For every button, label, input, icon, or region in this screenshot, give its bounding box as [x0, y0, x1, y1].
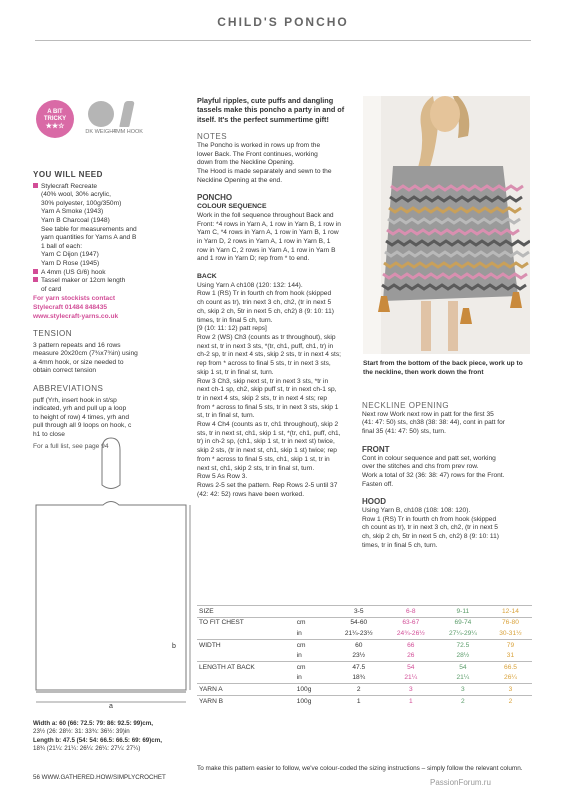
size-cell: 31 [506, 652, 515, 660]
size-row-label: YARN A [197, 684, 295, 696]
back-heading: BACK [197, 273, 217, 281]
size-cell: 30-31½ [499, 629, 522, 637]
materials-item-text: of card [41, 285, 62, 293]
size-row-unit: 100g [295, 695, 333, 706]
materials-item-text: 30% polyester, 100g/350m) [41, 199, 122, 207]
size-cell: 1 [333, 695, 385, 706]
abbrev-line: puff (Yrh, insert hook in st/sp [33, 396, 117, 404]
size-cell: 3 [489, 684, 532, 696]
back-line: Row 3 Ch3, skip next st, tr in next 3 sts, *tr in [197, 377, 329, 385]
materials-item-text: Tassel maker or 12cm length [41, 277, 126, 285]
width-dimension: Width a: 60 (66: 72.5: 79: 86: 92.5: 99)cm, [33, 720, 153, 727]
notes-line: The Poncho is worked in rows up from the [197, 141, 321, 149]
size-row-label: TO FIT CHEST [197, 617, 295, 628]
materials-item-text: See table for measurements and [41, 225, 137, 233]
size-cell: 28½ [456, 652, 470, 660]
back-line: times, tr in final 5 ch, turn. [197, 316, 273, 324]
size-row-label [197, 628, 295, 639]
back-line: next st, tr in next 3 sts, *(tr, ch1, puff, ch1, tr) in [197, 342, 334, 350]
size-row-unit: 100g [295, 684, 333, 696]
neckline-line: final 35 (41: 47: 50) sts, turn. [362, 428, 446, 436]
difficulty-stars: ★★☆ [45, 123, 65, 130]
back-line: Row 1 (RS) Tr in fourth ch from hook (skipped [197, 290, 332, 298]
hook-label: 4MM HOOK [113, 129, 143, 135]
size-cell: 69-74 [437, 617, 489, 628]
notes-line: down from the Neckline Opening. [197, 159, 295, 167]
right-column [362, 402, 530, 551]
materials-item [33, 226, 185, 235]
neckline-line: (41: 47: 50) sts, ch38 (38: 38: 44), cont in patt for [362, 419, 505, 427]
size-cell: 26¼ [504, 674, 517, 682]
materials-item [33, 191, 185, 200]
size-row-label: YARN B [197, 695, 295, 706]
middle-column [197, 96, 357, 499]
materials-item-text: A 4mm (US G/6) hook [41, 268, 106, 276]
size-cell: 2 [333, 684, 385, 696]
size-row [197, 673, 532, 684]
size-cell: 3 [437, 684, 489, 696]
back-line: skip 2 sts, (tr in next st, ch1, skip 1 st) twice; rep [197, 447, 337, 455]
difficulty-line1: A BIT [47, 109, 63, 115]
width-dimension-in: 23½ (26: 28½: 31: 33¾: 36½: 39)in [33, 728, 130, 736]
size-row [197, 661, 532, 672]
colour-line: Yarn C, *4 rows in Yarn A, 1 row in Yarn B, 1 row [197, 229, 339, 237]
back-line: Row 2 (WS) Ch3 (counts as tr throughout), skip [197, 333, 336, 341]
colour-line: row in Yarn C, 2 rows in Yarn A, 1 row in Yarn B [197, 246, 336, 254]
dimensions-text [33, 720, 183, 754]
size-row [197, 650, 532, 661]
size-cell: 9-11 [437, 606, 489, 618]
size-row-unit: cm [295, 661, 333, 672]
front-line: Cont in colour sequence and patt set, working [362, 454, 496, 462]
back-line: [9 (10: 11: 12) patt reps] [197, 325, 267, 333]
materials-item-text: 1 ball of each: [41, 242, 83, 250]
back-line: (42: 42: 52) rows have been worked. [197, 490, 305, 498]
stockists-block [33, 295, 185, 321]
size-cell: 26 [407, 652, 415, 660]
size-cell: 66.5 [489, 661, 532, 672]
size-row-label: WIDTH [197, 639, 295, 650]
tension-line: a 4mm hook, or size needed to [33, 358, 124, 366]
size-row-label [197, 673, 295, 684]
materials-list [33, 183, 185, 295]
size-cell: 79 [489, 639, 532, 650]
colour-line: in Yarn D, 2 rows in Yarn A, 1 row in Yarn B, 1 [197, 237, 331, 245]
materials-item [33, 269, 185, 278]
tension-heading: TENSION [33, 329, 73, 339]
poncho-heading: PONCHO [197, 193, 233, 203]
size-row-unit: in [296, 674, 302, 682]
back-line: st, tr in final st, turn. [197, 412, 255, 420]
notes-line: lower Back. The Front continues, working [197, 150, 318, 158]
size-row [197, 606, 532, 618]
size-cell: 54 [385, 661, 437, 672]
front-line: Fasten off. [362, 480, 394, 488]
notes-line: The Hood is made separately and sewn to the [197, 168, 332, 176]
back-line: from * across to final 5 sts, tr in next 3 sts, skip 1 [197, 403, 339, 411]
stockists-phone: Stylecraft 01484 848435 [33, 303, 108, 311]
abbreviations-heading: ABBREVIATIONS [33, 384, 104, 394]
page-title: CHILD'S PONCHO [217, 15, 349, 29]
length-dimension-in: 18¾ (21¼: 21¼: 26¼: 26¼: 27¼: 27¼) [33, 745, 141, 753]
front-heading: FRONT [362, 444, 390, 454]
abbrev-line: to height of row) 4 times, yrh and [33, 413, 130, 421]
size-cell: 63-67 [385, 617, 437, 628]
back-line: ch count as tr), trin next 3 ch, ch2, (tr in next 5 [197, 299, 332, 307]
hood-outline [102, 438, 120, 489]
size-cell: 54-60 [333, 617, 385, 628]
size-cell: 12-14 [489, 606, 532, 618]
dimension-a-label: a [109, 703, 113, 710]
size-cell: 47.5 [333, 661, 385, 672]
materials-item [33, 200, 185, 209]
size-row-unit: in [296, 629, 302, 637]
bullet-icon [33, 277, 38, 282]
back-line: next ch-1 sp, ch2, skip puff st, tr in next ch-1 sp, [197, 386, 337, 394]
materials-item-text: Yarn B Charcoal (1948) [41, 216, 110, 224]
neckline-text [362, 411, 530, 437]
back-line: ch-2 sp, tr in next 4 sts, skip 2 sts, tr in next 4 sts; [197, 351, 342, 359]
neckline-heading: NECKLINE OPENING [362, 401, 450, 410]
difficulty-line2: TRICKY [43, 116, 67, 122]
poncho-schematic [28, 430, 194, 620]
materials-item [33, 243, 185, 252]
abbrev-line: pull through all 9 loops on hook, c [33, 422, 132, 430]
back-line: skip 1 st, tr in final st, turn. [197, 368, 274, 376]
back-line: Using Yarn A ch108 (120: 132: 144). [197, 281, 303, 289]
poncho-photo [363, 96, 530, 354]
you-will-need-heading: YOU WILL NEED [33, 170, 103, 179]
back-line: Row 4 Ch4 (counts as tr, ch1 throughout), skip 2 [197, 421, 339, 429]
materials-item [33, 183, 185, 192]
size-table [197, 605, 532, 706]
abbrev-footer: For a full list, see page 94 [33, 442, 109, 450]
materials-item-text: Stylecraft Recreate [41, 182, 98, 190]
materials-item-text: (40% wool, 30% acrylic, [41, 191, 111, 199]
materials-item [33, 208, 185, 217]
materials-item [33, 251, 185, 260]
materials-item [33, 234, 185, 243]
notes-text [197, 142, 357, 186]
size-row [197, 639, 532, 650]
tension-line: obtain correct tension [33, 367, 97, 375]
size-cell: 6-8 [385, 606, 437, 618]
size-cell: 60 [333, 639, 385, 650]
size-cell: 24¾-26½ [396, 629, 425, 637]
colour-line: Work in the foll sequence throughout Back and [197, 211, 334, 219]
back-line: Row 5 As Row 3. [197, 473, 248, 481]
size-cell: 2 [437, 695, 489, 706]
size-row [197, 617, 532, 628]
colour-sequence-text [197, 212, 357, 264]
stockists-link[interactable]: www.stylecraft-yarns.co.uk [33, 312, 119, 320]
abbrev-line: h1 to close [33, 431, 65, 439]
bullet-icon [33, 269, 38, 274]
hood-text [362, 507, 530, 551]
length-dimension: Length b: 47.5 (54: 54: 66.5: 66.5: 69: 69)cm, [33, 736, 162, 744]
hood-heading: HOOD [362, 497, 386, 507]
materials-item-text: Yarn C Dijon (1947) [41, 251, 99, 259]
size-row-unit: cm [295, 617, 333, 628]
size-row-unit: in [296, 652, 302, 660]
body-outline [36, 502, 186, 691]
size-cell: 3 [385, 684, 437, 696]
size-cell: 3-5 [333, 606, 385, 618]
photo-caption: Start from the bottom of the back piece, work up to the neckline, then work down the front [363, 360, 523, 376]
size-row [197, 628, 532, 639]
hood-line: Using Yarn B, ch108 (108: 108: 120). [362, 507, 471, 515]
size-cell: 76-80 [489, 617, 532, 628]
size-row [197, 684, 532, 696]
front-line: over the stitches and chs from prev row. [362, 463, 479, 471]
left-column [33, 171, 185, 451]
colour-sequence-heading: COLOUR SEQUENCE [197, 203, 267, 211]
tension-line: measure 20x20cm (7¾x7¾in) using [33, 350, 138, 358]
weight-label: DK WEIGHT [85, 129, 117, 135]
size-row-label: LENGTH AT BACK [197, 661, 295, 672]
back-line: next st, ch1, skip 2 sts, tr in final st, turn. [197, 464, 315, 472]
watermark: PassionForum.ru [430, 778, 491, 787]
materials-item [33, 286, 185, 295]
abbrev-line: indicated, yrh and pull up a loop [33, 405, 127, 413]
yarn-ball-icon [88, 101, 114, 127]
neckline-line: Next row Work next row in patt for the first 35 [362, 410, 494, 418]
size-cell: 27¼-29¼ [448, 629, 477, 637]
size-cell: 1 [385, 695, 437, 706]
colour-line: Front: *4 rows in Yarn A, 1 row in Yarn B, 1 row in [197, 220, 341, 228]
back-line: from * across to final 5 sts, ch1, skip 1 st, tr in [197, 455, 330, 463]
size-row-unit [295, 606, 333, 618]
size-row-unit: cm [295, 639, 333, 650]
stockists-line: For yarn stockists contact [33, 295, 116, 303]
materials-item-text: yarn quantities for Yarns A and B [41, 234, 137, 242]
hood-line: Row 1 (RS) Tr in fourth ch from hook (skipped [362, 515, 497, 523]
hood-line: ch, skip 2 ch, 5tr in next 5 ch, ch2) 8 (9: 10: 11) [362, 533, 499, 541]
size-cell: 21¼-23½ [344, 629, 373, 637]
hood-line: ch count as tr), tr in next 3 ch, ch2, (tr in next 5 [362, 524, 498, 532]
materials-item-text: Yarn D Rose (1945) [41, 259, 100, 267]
back-line: Rows 2-5 set the pattern. Rep Rows 2-5 until 37 [197, 481, 338, 489]
tension-line: 3 pattern repeats and 16 rows [33, 341, 121, 349]
dimension-b-label: b [172, 643, 176, 650]
size-cell: 2 [489, 695, 532, 706]
intro-text: Playful ripples, cute puffs and dangling tassels make this poncho a party in and of itself. It's the perfect summertime gift! [197, 96, 345, 124]
size-cell: 54 [437, 661, 489, 672]
size-cell: 23½ [352, 652, 366, 660]
front-text [362, 455, 530, 490]
back-line: tr in next 4 sts, skip 2 sts, tr in next 4 sts; rep [197, 394, 328, 402]
back-line: tr) in ch-2 sp, (ch1, skip 1 st, tr in next st) twice, [197, 438, 335, 446]
size-cell: 72.5 [437, 639, 489, 650]
size-cell: 21¼ [404, 674, 418, 682]
back-line: rep from * across to final 5 sts, tr in next 3 sts, [197, 360, 331, 368]
table-note: To make this pattern easier to follow, we've colour-coded the sizing instructions – simply follow the relevant column. [197, 765, 523, 772]
materials-item [33, 217, 185, 226]
bullet-icon [33, 183, 38, 188]
colour-line: and 1 row in Yarn D; rep from * to end. [197, 255, 310, 263]
back-instructions [197, 282, 357, 500]
notes-line: Neckline Opening at the end. [197, 176, 283, 184]
page-footer: 56 WWW.GATHERED.HOW/SIMPLYCROCHET [33, 774, 166, 781]
hook-icon [119, 101, 135, 127]
size-row-label: SIZE [197, 606, 295, 618]
front-line: Work a total of 32 (36: 38: 47) rows for the Front. [362, 471, 505, 479]
size-row-label [197, 650, 295, 661]
difficulty-badge [36, 100, 74, 138]
header-divider [35, 40, 531, 41]
size-cell: 21¼ [456, 674, 470, 682]
materials-item [33, 260, 185, 269]
size-row [197, 695, 532, 706]
notes-heading: NOTES [197, 132, 228, 142]
materials-item [33, 277, 185, 286]
back-line: sts, tr in next st, ch1, skip 1 st, *(tr, ch1, puff, ch1, [197, 429, 341, 437]
materials-item-text: Yarn A Smoke (1943) [41, 208, 104, 216]
size-cell: 66 [385, 639, 437, 650]
size-cell: 18¾ [352, 674, 366, 682]
hood-line: times, tr in final 5 ch, turn. [362, 541, 438, 549]
tension-text [33, 342, 185, 376]
back-line: ch, skip 2 ch, 5tr in next 5 ch, ch2) 8 (9: 10: 11) [197, 307, 334, 315]
